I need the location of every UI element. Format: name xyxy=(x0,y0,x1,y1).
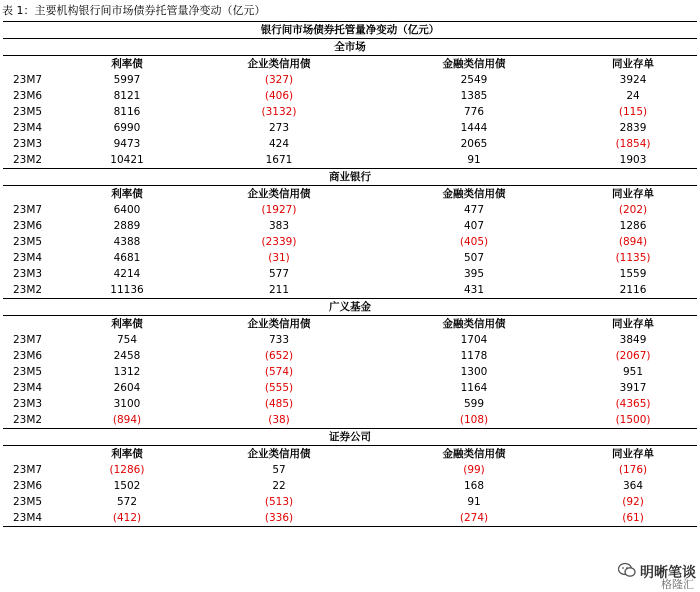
period-cell: 23M5 xyxy=(13,106,43,118)
table-row xyxy=(3,120,697,136)
value-cell: 507 xyxy=(463,252,485,264)
value-cell: (202) xyxy=(618,204,648,216)
value-cell: (115) xyxy=(618,106,648,118)
value-cell: (3132) xyxy=(261,106,297,118)
value-cell: (336) xyxy=(179,510,379,527)
value-cell: (31) xyxy=(268,252,290,264)
column-header-blank xyxy=(3,316,75,333)
value-cell: 1286 xyxy=(619,220,647,232)
value-cell: (61) xyxy=(569,510,697,527)
value-cell: 168 xyxy=(463,480,485,492)
section-header-row xyxy=(3,39,697,56)
value-cell: (108) xyxy=(379,412,569,429)
period-cell: 23M7 xyxy=(13,464,43,476)
column-header-row xyxy=(3,446,697,463)
period-cell: 23M4 xyxy=(13,382,43,394)
column-header: 企业类信用债 xyxy=(247,58,311,70)
value-cell: 477 xyxy=(463,204,485,216)
value-cell: (574) xyxy=(264,366,294,378)
value-cell: 8116 xyxy=(113,106,141,118)
table-row xyxy=(3,348,697,364)
value-cell: (4365) xyxy=(615,398,651,410)
value-cell: 1671 xyxy=(179,152,379,169)
period-cell: 23M3 xyxy=(13,398,43,410)
column-header-row xyxy=(3,56,697,73)
value-cell: 3100 xyxy=(113,398,141,410)
value-cell: 1385 xyxy=(460,90,488,102)
value-cell: (555) xyxy=(264,382,294,394)
period-cell: 23M2 xyxy=(3,412,75,429)
period-cell: 23M5 xyxy=(13,496,43,508)
table-row xyxy=(3,380,697,396)
column-header: 利率债 xyxy=(111,58,143,70)
value-cell: 1502 xyxy=(113,480,141,492)
table-row xyxy=(3,266,697,282)
column-header: 金融类信用债 xyxy=(442,318,506,330)
value-cell: (652) xyxy=(264,350,294,362)
value-cell: 2116 xyxy=(569,282,697,299)
period-cell: 23M6 xyxy=(13,480,43,492)
value-cell: (1927) xyxy=(261,204,297,216)
section-title: 广义基金 xyxy=(3,299,697,316)
wechat-icon xyxy=(618,562,636,582)
value-cell: (1500) xyxy=(569,412,697,429)
value-cell: (1286) xyxy=(109,464,145,476)
column-header: 金融类信用债 xyxy=(442,448,506,460)
value-cell: 2458 xyxy=(113,350,141,362)
table-row xyxy=(3,72,697,88)
value-cell: 6990 xyxy=(113,122,141,134)
column-header-row xyxy=(3,316,697,333)
value-cell: 733 xyxy=(268,334,290,346)
value-cell: (412) xyxy=(75,510,179,527)
table-title: 银行间市场债券托管量净变动（亿元） xyxy=(3,22,697,39)
period-cell: 23M7 xyxy=(13,204,43,216)
value-cell: 1300 xyxy=(460,366,488,378)
value-cell: 754 xyxy=(116,334,138,346)
value-cell: 951 xyxy=(623,366,644,378)
value-cell: 383 xyxy=(268,220,290,232)
table-row xyxy=(3,396,697,412)
value-cell: 3924 xyxy=(619,74,647,86)
value-cell: (894) xyxy=(618,236,648,248)
section-header-row xyxy=(3,429,697,446)
value-cell: 1312 xyxy=(113,366,141,378)
table-caption: 表 1：主要机构银行间市场债券托管量净变动（亿元） xyxy=(2,4,266,17)
column-header: 同业存单 xyxy=(612,188,655,200)
column-header: 企业类信用债 xyxy=(247,448,311,460)
value-cell: (894) xyxy=(75,412,179,429)
value-cell: (2339) xyxy=(261,236,297,248)
value-cell: 6400 xyxy=(113,204,141,216)
table-row xyxy=(3,218,697,234)
table-row xyxy=(3,332,697,348)
section-header-row xyxy=(3,169,697,186)
value-cell: 5997 xyxy=(113,74,141,86)
column-header-blank xyxy=(3,446,75,463)
column-header-blank xyxy=(3,186,75,203)
table-row xyxy=(3,88,697,104)
value-cell: 211 xyxy=(179,282,379,299)
value-cell: 407 xyxy=(463,220,485,232)
value-cell: 2839 xyxy=(619,122,647,134)
period-cell: 23M3 xyxy=(13,268,43,280)
column-header: 企业类信用债 xyxy=(247,318,311,330)
value-cell: 776 xyxy=(463,106,485,118)
value-cell: 91 xyxy=(467,496,481,508)
table-row xyxy=(3,510,697,527)
value-cell: 24 xyxy=(626,90,640,102)
value-cell: 1178 xyxy=(460,350,488,362)
value-cell: (405) xyxy=(459,236,489,248)
value-cell: 9473 xyxy=(113,138,141,150)
bond-custody-table xyxy=(3,21,697,527)
value-cell: 431 xyxy=(379,282,569,299)
value-cell: 91 xyxy=(379,152,569,169)
value-cell: 1559 xyxy=(619,268,647,280)
column-header: 同业存单 xyxy=(612,318,655,330)
table-row xyxy=(3,478,697,494)
section-title: 证券公司 xyxy=(3,429,697,446)
value-cell: 1444 xyxy=(460,122,488,134)
period-cell: 23M6 xyxy=(13,220,43,232)
value-cell: 2065 xyxy=(460,138,488,150)
watermark-sub: 格隆汇 xyxy=(661,578,694,591)
column-header: 利率债 xyxy=(111,448,143,460)
value-cell: 424 xyxy=(268,138,290,150)
value-cell: 4681 xyxy=(113,252,141,264)
value-cell: (406) xyxy=(264,90,294,102)
value-cell: (1854) xyxy=(615,138,651,150)
table-row xyxy=(3,202,697,218)
period-cell: 23M4 xyxy=(3,510,75,527)
column-header: 利率债 xyxy=(111,188,143,200)
value-cell: (176) xyxy=(618,464,648,476)
column-header: 利率债 xyxy=(111,318,143,330)
value-cell: (92) xyxy=(622,496,644,508)
value-cell: 4388 xyxy=(113,236,141,248)
column-header: 企业类信用债 xyxy=(247,188,311,200)
column-header: 金融类信用债 xyxy=(442,188,506,200)
period-cell: 23M5 xyxy=(13,236,43,248)
value-cell: 1164 xyxy=(460,382,488,394)
value-cell: (485) xyxy=(264,398,294,410)
value-cell: 10421 xyxy=(75,152,179,169)
value-cell: 2604 xyxy=(113,382,141,394)
table-row xyxy=(3,412,697,429)
table-row xyxy=(3,104,697,120)
value-cell: 395 xyxy=(463,268,485,280)
period-cell: 23M5 xyxy=(13,366,43,378)
column-header-blank xyxy=(3,56,75,73)
period-cell: 23M6 xyxy=(13,350,43,362)
table-row xyxy=(3,250,697,266)
period-cell: 23M4 xyxy=(13,252,43,264)
table-title-row xyxy=(3,22,697,39)
table-row xyxy=(3,494,697,510)
column-header: 同业存单 xyxy=(612,448,655,460)
table-row xyxy=(3,136,697,152)
table-row xyxy=(3,462,697,478)
column-header: 金融类信用债 xyxy=(442,58,506,70)
table-row xyxy=(3,234,697,250)
value-cell: 572 xyxy=(116,496,138,508)
value-cell: 11136 xyxy=(75,282,179,299)
value-cell: 2889 xyxy=(113,220,141,232)
section-title: 全市场 xyxy=(3,39,697,56)
table-row xyxy=(3,152,697,169)
period-cell: 23M6 xyxy=(13,90,43,102)
value-cell: 364 xyxy=(623,480,644,492)
value-cell: (2067) xyxy=(615,350,651,362)
value-cell: (38) xyxy=(179,412,379,429)
period-cell: 23M7 xyxy=(13,74,43,86)
period-cell: 23M2 xyxy=(3,152,75,169)
table-row xyxy=(3,282,697,299)
value-cell: 3917 xyxy=(619,382,647,394)
value-cell: 273 xyxy=(268,122,290,134)
value-cell: 8121 xyxy=(113,90,141,102)
value-cell: (274) xyxy=(379,510,569,527)
watermark-text: 明晰笔谈 xyxy=(640,565,696,581)
period-cell: 23M7 xyxy=(13,334,43,346)
value-cell: 3849 xyxy=(619,334,647,346)
period-cell: 23M2 xyxy=(3,282,75,299)
value-cell: 57 xyxy=(272,464,286,476)
value-cell: (1135) xyxy=(615,252,651,264)
value-cell: 2549 xyxy=(460,74,488,86)
value-cell: (327) xyxy=(264,74,294,86)
section-header-row xyxy=(3,299,697,316)
table-row xyxy=(3,364,697,380)
value-cell: 22 xyxy=(272,480,286,492)
value-cell: (99) xyxy=(463,464,485,476)
value-cell: 1704 xyxy=(460,334,488,346)
value-cell: (513) xyxy=(264,496,294,508)
column-header-row xyxy=(3,186,697,203)
section-title: 商业银行 xyxy=(3,169,697,186)
value-cell: 577 xyxy=(268,268,290,280)
column-header: 同业存单 xyxy=(612,58,655,70)
value-cell: 599 xyxy=(463,398,485,410)
value-cell: 4214 xyxy=(113,268,141,280)
value-cell: 1903 xyxy=(569,152,697,169)
period-cell: 23M3 xyxy=(13,138,43,150)
period-cell: 23M4 xyxy=(13,122,43,134)
